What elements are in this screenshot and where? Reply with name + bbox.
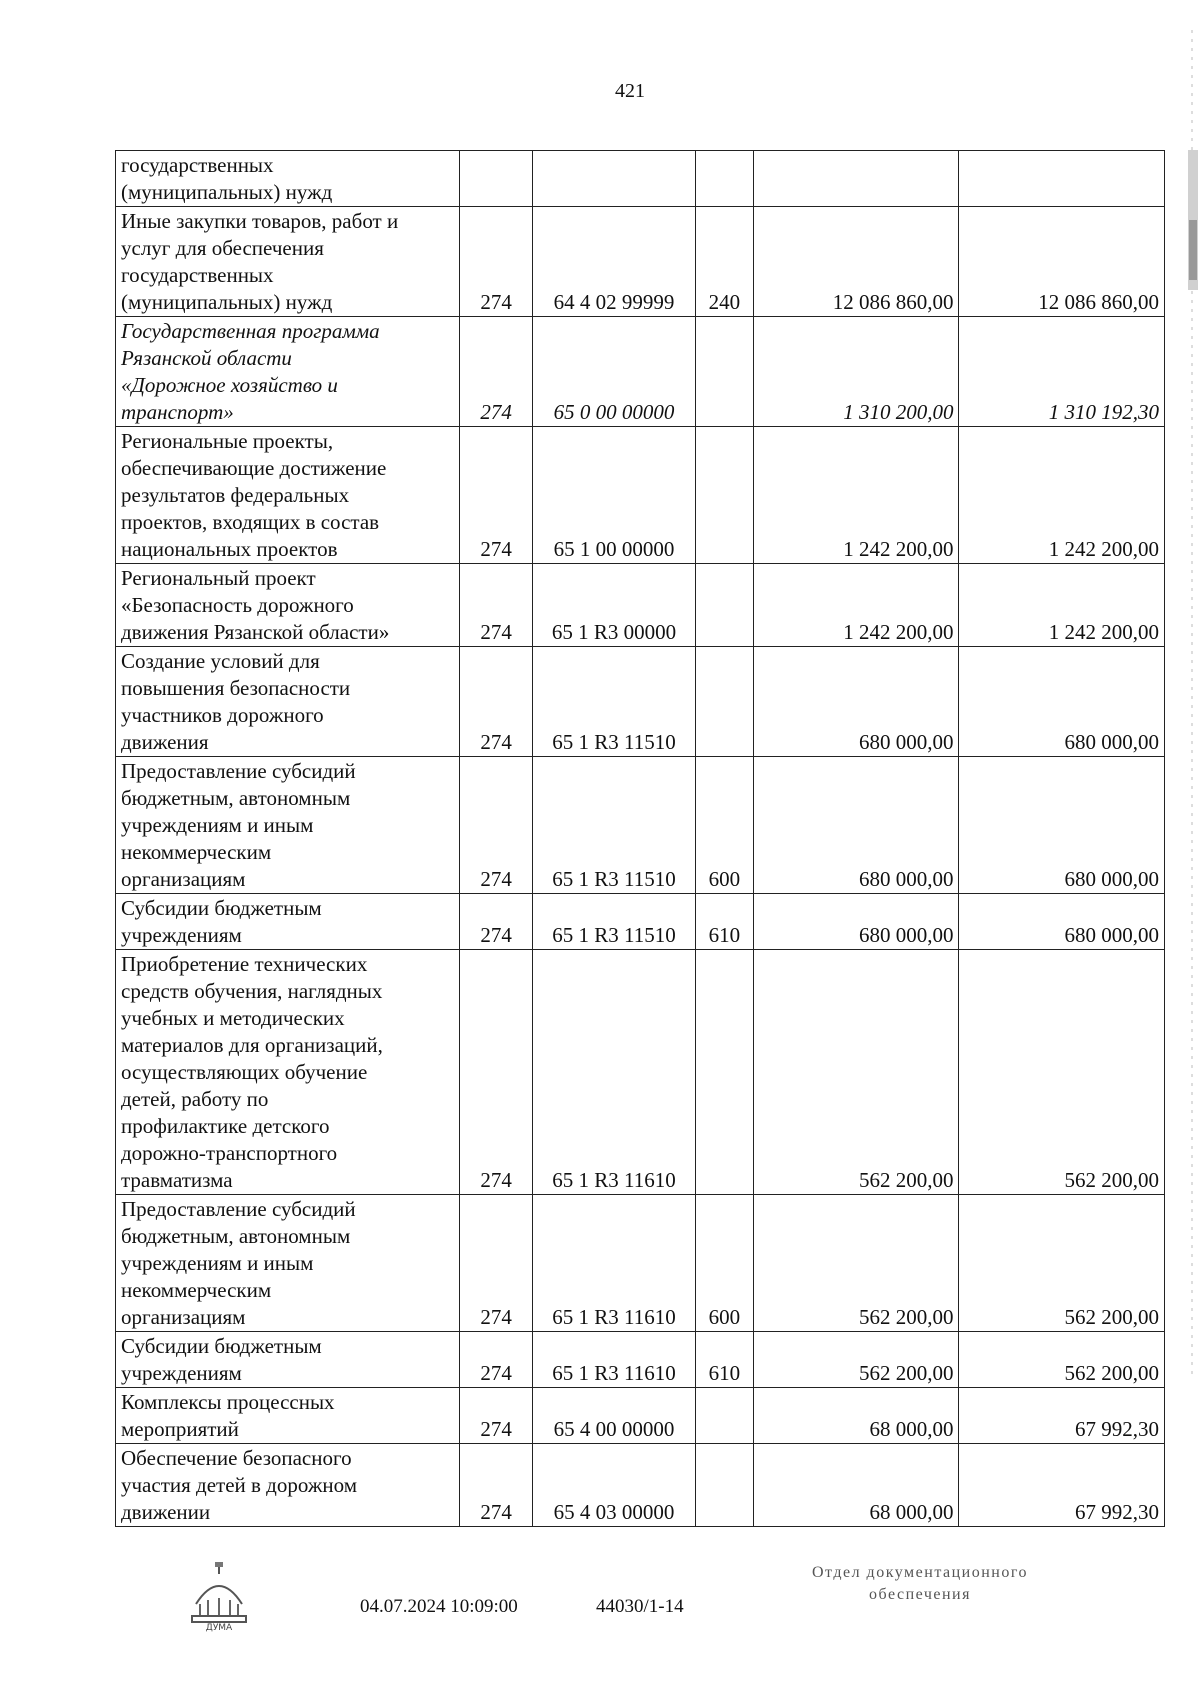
gov-code-cell: 274 bbox=[459, 564, 533, 647]
table-row bbox=[116, 757, 1165, 894]
gov-code-cell bbox=[459, 151, 533, 207]
expense-type-cell bbox=[695, 647, 753, 757]
gov-code-cell: 274 bbox=[459, 427, 533, 564]
row-name-line: движения bbox=[121, 730, 209, 754]
scan-edge-marks bbox=[1186, 0, 1200, 1695]
row-name-line: движения Рязанской области» bbox=[121, 620, 390, 644]
row-name-line: учреждениям и иным bbox=[121, 1251, 314, 1275]
target-article-cell: 65 4 00 00000 bbox=[533, 1388, 695, 1444]
row-name-line: движении bbox=[121, 1500, 211, 1524]
target-article-cell: 65 1 R3 11510 bbox=[533, 647, 695, 757]
row-name-line: Предоставление субсидий bbox=[121, 759, 356, 783]
amount-exec-cell: 1 242 200,00 bbox=[959, 427, 1165, 564]
target-article-cell: 65 1 R3 11610 bbox=[533, 1332, 695, 1388]
amount-plan-cell: 680 000,00 bbox=[754, 647, 959, 757]
target-article-cell: 64 4 02 99999 bbox=[533, 207, 695, 317]
row-name-line: государственных bbox=[121, 263, 274, 287]
row-name-line: (муниципальных) нужд bbox=[121, 180, 333, 204]
row-name-cell bbox=[116, 317, 460, 427]
table-row bbox=[116, 1195, 1165, 1332]
gov-code-cell: 274 bbox=[459, 950, 533, 1195]
gov-code-cell: 274 bbox=[459, 757, 533, 894]
row-name-cell bbox=[116, 1332, 460, 1388]
target-article-cell: 65 1 R3 00000 bbox=[533, 564, 695, 647]
target-article-cell: 65 1 R3 11510 bbox=[533, 757, 695, 894]
row-name-line: (муниципальных) нужд bbox=[121, 290, 333, 314]
row-name-line: «Безопасность дорожного bbox=[121, 593, 354, 617]
expense-type-cell: 600 bbox=[695, 757, 753, 894]
row-name-line: детей, работу по bbox=[121, 1087, 269, 1111]
row-name-line: материалов для организаций, bbox=[121, 1033, 383, 1057]
target-article-cell: 65 1 R3 11610 bbox=[533, 950, 695, 1195]
row-name-line: травматизма bbox=[121, 1168, 233, 1192]
amount-exec-cell: 1 310 192,30 bbox=[959, 317, 1165, 427]
table-row bbox=[116, 564, 1165, 647]
amount-plan-cell: 1 242 200,00 bbox=[754, 564, 959, 647]
row-name-line: мероприятий bbox=[121, 1417, 239, 1441]
page-number: 421 bbox=[615, 80, 645, 102]
gov-code-cell: 274 bbox=[459, 1332, 533, 1388]
department-stamp bbox=[770, 1562, 1070, 1606]
amount-plan-cell: 68 000,00 bbox=[754, 1388, 959, 1444]
table-row bbox=[116, 207, 1165, 317]
row-name-line: средств обучения, наглядных bbox=[121, 979, 383, 1003]
duma-emblem-icon bbox=[186, 1560, 252, 1632]
table-row bbox=[116, 427, 1165, 564]
row-name-cell bbox=[116, 647, 460, 757]
amount-plan-cell: 1 310 200,00 bbox=[754, 317, 959, 427]
row-name-line: Государственная программа bbox=[121, 319, 380, 343]
row-name-line: национальных проектов bbox=[121, 537, 338, 561]
amount-plan-cell: 562 200,00 bbox=[754, 1195, 959, 1332]
row-name-cell bbox=[116, 950, 460, 1195]
table-row bbox=[116, 151, 1165, 207]
stamp-line-1: Отдел документационного bbox=[811, 1564, 1029, 1581]
target-article-cell: 65 1 R3 11610 bbox=[533, 1195, 695, 1332]
row-name-line: Региональный проект bbox=[121, 566, 316, 590]
row-name-line: учреждениям bbox=[121, 1361, 242, 1385]
gov-code-cell: 274 bbox=[459, 1444, 533, 1527]
row-name-cell bbox=[116, 564, 460, 647]
table-row bbox=[116, 317, 1165, 427]
row-name-line: некоммерческим bbox=[121, 840, 272, 864]
row-name-line: участия детей в дорожном bbox=[121, 1473, 357, 1497]
amount-plan-cell: 562 200,00 bbox=[754, 1332, 959, 1388]
row-name-line: профилактике детского bbox=[121, 1114, 330, 1138]
row-name-line: участников дорожного bbox=[121, 703, 324, 727]
expense-type-cell: 600 bbox=[695, 1195, 753, 1332]
row-name-line: бюджетным, автономным bbox=[121, 1224, 351, 1248]
expense-type-cell bbox=[695, 1388, 753, 1444]
row-name-line: проектов, входящих в состав bbox=[121, 510, 380, 534]
amount-plan-cell: 562 200,00 bbox=[754, 950, 959, 1195]
row-name-line: услуг для обеспечения bbox=[121, 236, 324, 260]
row-name-cell bbox=[116, 427, 460, 564]
row-name-cell bbox=[116, 207, 460, 317]
row-name-line: учебных и методических bbox=[121, 1006, 345, 1030]
table-row bbox=[116, 1332, 1165, 1388]
target-article-cell: 65 4 03 00000 bbox=[533, 1444, 695, 1527]
row-name-line: Обеспечение безопасного bbox=[121, 1446, 352, 1470]
row-name-cell bbox=[116, 757, 460, 894]
amount-exec-cell bbox=[959, 151, 1165, 207]
row-name-cell bbox=[116, 1444, 460, 1527]
row-name-line: повышения безопасности bbox=[121, 676, 351, 700]
amount-exec-cell: 562 200,00 bbox=[959, 1332, 1165, 1388]
row-name-cell bbox=[116, 1388, 460, 1444]
row-name-line: учреждениям bbox=[121, 923, 242, 947]
gov-code-cell: 274 bbox=[459, 647, 533, 757]
amount-exec-cell: 67 992,30 bbox=[959, 1444, 1165, 1527]
row-name-cell bbox=[116, 894, 460, 950]
row-name-line: Субсидии бюджетным bbox=[121, 896, 322, 920]
amount-plan-cell: 680 000,00 bbox=[754, 894, 959, 950]
gov-code-cell: 274 bbox=[459, 1195, 533, 1332]
amount-exec-cell: 562 200,00 bbox=[959, 1195, 1165, 1332]
row-name-line: результатов федеральных bbox=[121, 483, 350, 507]
row-name-cell bbox=[116, 1195, 460, 1332]
amount-exec-cell: 1 242 200,00 bbox=[959, 564, 1165, 647]
gov-code-cell: 274 bbox=[459, 894, 533, 950]
gov-code-cell: 274 bbox=[459, 207, 533, 317]
amount-exec-cell: 680 000,00 bbox=[959, 757, 1165, 894]
row-name-line: обеспечивающие достижение bbox=[121, 456, 387, 480]
amount-plan-cell: 680 000,00 bbox=[754, 757, 959, 894]
row-name-line: Комплексы процессных bbox=[121, 1390, 335, 1414]
table-row bbox=[116, 894, 1165, 950]
table-row bbox=[116, 950, 1165, 1195]
gov-code-cell: 274 bbox=[459, 317, 533, 427]
expense-type-cell: 240 bbox=[695, 207, 753, 317]
amount-exec-cell: 12 086 860,00 bbox=[959, 207, 1165, 317]
table-row bbox=[116, 647, 1165, 757]
stamp-line-2: обеспечения bbox=[869, 1586, 971, 1603]
svg-text:ДУМА: ДУМА bbox=[205, 1623, 233, 1632]
row-name-line: организациям bbox=[121, 867, 246, 891]
expense-type-cell bbox=[695, 950, 753, 1195]
amount-exec-cell: 562 200,00 bbox=[959, 950, 1165, 1195]
expense-type-cell bbox=[695, 564, 753, 647]
row-name-line: Региональные проекты, bbox=[121, 429, 334, 453]
target-article-cell: 65 0 00 00000 bbox=[533, 317, 695, 427]
amount-exec-cell: 67 992,30 bbox=[959, 1388, 1165, 1444]
gov-code-cell: 274 bbox=[459, 1388, 533, 1444]
row-name-cell bbox=[116, 151, 460, 207]
row-name-line: Субсидии бюджетным bbox=[121, 1334, 322, 1358]
expense-type-cell bbox=[695, 1444, 753, 1527]
amount-exec-cell: 680 000,00 bbox=[959, 894, 1165, 950]
amount-plan-cell: 68 000,00 bbox=[754, 1444, 959, 1527]
expense-type-cell bbox=[695, 317, 753, 427]
row-name-line: Предоставление субсидий bbox=[121, 1197, 356, 1221]
row-name-line: Рязанской области bbox=[121, 346, 292, 370]
row-name-line: «Дорожное хозяйство и bbox=[121, 373, 338, 397]
budget-table bbox=[115, 150, 1165, 1527]
row-name-line: осуществляющих обучение bbox=[121, 1060, 368, 1084]
row-name-line: учреждениям и иным bbox=[121, 813, 314, 837]
table-row bbox=[116, 1388, 1165, 1444]
expense-type-cell bbox=[695, 427, 753, 564]
footer-doc-number: 44030/1-14 bbox=[596, 1596, 684, 1617]
row-name-line: государственных bbox=[121, 153, 274, 177]
target-article-cell: 65 1 00 00000 bbox=[533, 427, 695, 564]
row-name-line: бюджетным, автономным bbox=[121, 786, 351, 810]
row-name-line: Приобретение технических bbox=[121, 952, 368, 976]
target-article-cell: 65 1 R3 11510 bbox=[533, 894, 695, 950]
amount-plan-cell: 12 086 860,00 bbox=[754, 207, 959, 317]
amount-plan-cell: 1 242 200,00 bbox=[754, 427, 959, 564]
amount-exec-cell: 680 000,00 bbox=[959, 647, 1165, 757]
footer-datetime: 04.07.2024 10:09:00 bbox=[360, 1596, 518, 1617]
row-name-line: организациям bbox=[121, 1305, 246, 1329]
expense-type-cell: 610 bbox=[695, 894, 753, 950]
expense-type-cell: 610 bbox=[695, 1332, 753, 1388]
expense-type-cell bbox=[695, 151, 753, 207]
target-article-cell bbox=[533, 151, 695, 207]
table-row bbox=[116, 1444, 1165, 1527]
row-name-line: Иные закупки товаров, работ и bbox=[121, 209, 399, 233]
row-name-line: некоммерческим bbox=[121, 1278, 272, 1302]
row-name-line: транспорт» bbox=[121, 400, 234, 424]
amount-plan-cell bbox=[754, 151, 959, 207]
row-name-line: Создание условий для bbox=[121, 649, 320, 673]
row-name-line: дорожно-транспортного bbox=[121, 1141, 338, 1165]
